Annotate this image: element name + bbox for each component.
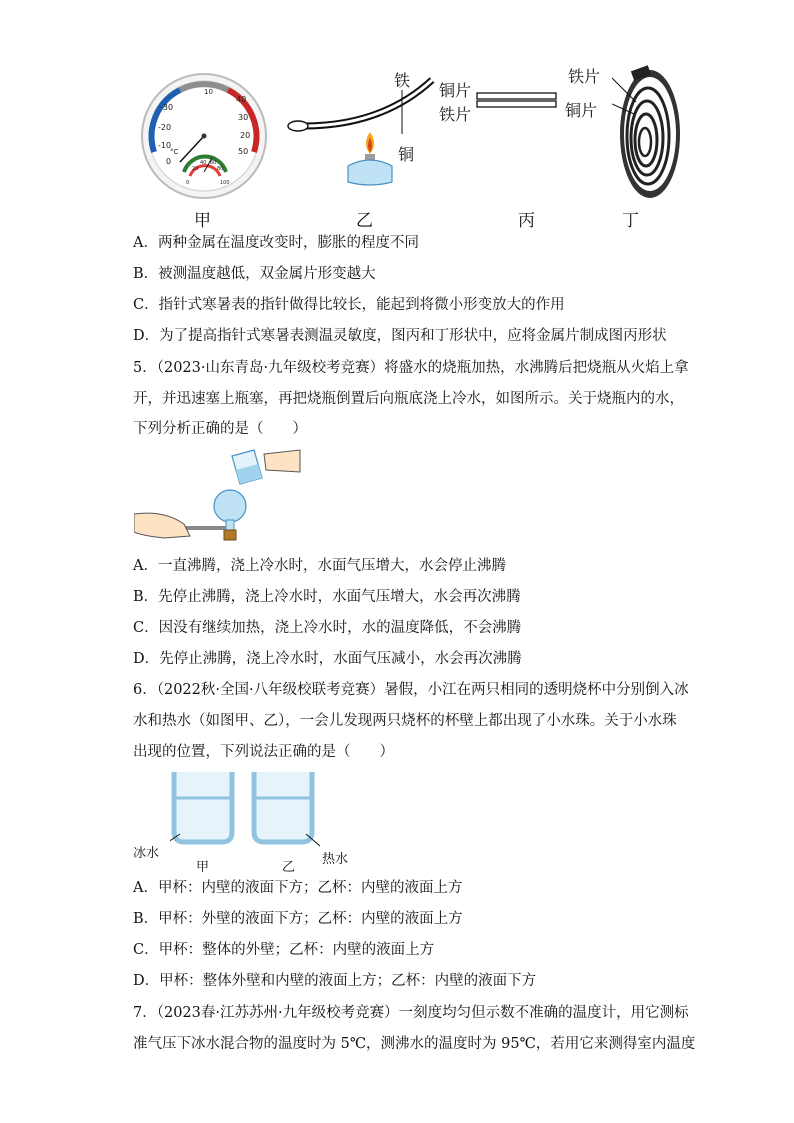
beakers-figure xyxy=(170,768,320,848)
q4-option-c: C．指针式寒暑表的指针做得比较长，能起到将微小形变放大的作用 xyxy=(133,297,565,313)
q5-stem-line-1: 5．（2023·山东青岛·九年级校考竞赛）将盛水的烧瓶加热，水沸腾后把烧瓶从火焰上拿 xyxy=(133,360,689,376)
q6-option-c: C．甲杯：整体的外壁；乙杯：内壁的液面上方 xyxy=(133,942,435,958)
label-iron-bing: 铁片 xyxy=(439,105,472,124)
gauge-unit: °C xyxy=(170,148,179,156)
label-ice-water: 冰水 xyxy=(133,846,160,861)
q5-option-d: D．先停止沸腾，浇上冷水时，水面气压减小，水会再次沸腾 xyxy=(133,651,522,667)
figure-label-yi: 乙 xyxy=(356,211,373,231)
gauge-tick: 60 xyxy=(210,160,217,166)
gauge-tick: 20 xyxy=(240,131,251,140)
inverted-flask-figure xyxy=(134,444,304,544)
q6-stem-line-3: 出现的位置，下列说法正确的是（ ） xyxy=(133,744,394,760)
figure-label-bing: 丙 xyxy=(518,211,535,231)
q4-option-a: A．两种金属在温度改变时，膨胀的程度不同 xyxy=(133,235,419,251)
q5-option-a: A．一直沸腾，浇上冷水时，水面气压增大，水会停止沸腾 xyxy=(133,558,506,574)
q6-option-d: D．甲杯：整体外壁和内壁的液面上方；乙杯：内壁的液面下方 xyxy=(133,973,537,989)
gauge-tick: 20 xyxy=(192,166,199,172)
label-copper-yi: 铜 xyxy=(398,145,415,164)
q6-option-b: B．甲杯：外壁的液面下方；乙杯：内壁的液面上方 xyxy=(133,911,463,927)
label-hot-water: 热水 xyxy=(322,852,349,867)
q6-option-a: A．甲杯：内壁的液面下方；乙杯：内壁的液面上方 xyxy=(133,880,463,896)
figure-label-ding: 丁 xyxy=(622,211,639,231)
straight-bimetal-strip xyxy=(476,90,558,112)
gauge-tick: 10 xyxy=(204,88,213,96)
label-copper-bing: 铜片 xyxy=(439,81,472,100)
q5-stem-line-2: 开，并迅速塞上瓶塞，再把烧瓶倒置后向瓶底浇上冷水，如图所示。关于烧瓶内的水， xyxy=(133,391,684,407)
gauge-tick: -20 xyxy=(158,123,172,132)
label-beaker-jia: 甲 xyxy=(196,860,210,875)
q5-option-c: C．因没有继续加热，浇上冷水时，水的温度降低，不会沸腾 xyxy=(133,620,522,636)
q7-stem-line-1: 7．（2023春·江苏苏州·九年级校考竞赛）一刻度均匀但示数不准确的温度计，用它测标 xyxy=(133,1005,689,1021)
q4-option-b: B．被测温度越低，双金属片形变越大 xyxy=(133,266,376,282)
gauge-tick: 40 xyxy=(200,160,207,166)
gauge-tick: -10 xyxy=(158,141,172,150)
figure-label-jia: 甲 xyxy=(194,211,211,231)
q4-option-d: D．为了提高指针式寒暑表测温灵敏度，图丙和丁形状中，应将金属片制成图丙形状 xyxy=(133,328,667,344)
q5-stem-line-3: 下列分析正确的是（ ） xyxy=(133,421,307,437)
q7-stem-line-2: 准气压下冰水混合物的温度时为 5℃，测沸水的温度时为 95℃，若用它来测得室内温度 xyxy=(133,1036,696,1052)
q5-option-b: B．先停止沸腾，浇上冷水时，水面气压增大，水会再次沸腾 xyxy=(133,589,521,605)
gauge-tick: 100 xyxy=(220,180,230,186)
thermometer-gauge-figure xyxy=(140,72,270,200)
coiled-bimetal-strip xyxy=(612,62,682,202)
gauge-tick: 80 xyxy=(217,166,224,172)
label-iron-yi: 铁 xyxy=(394,71,411,90)
gauge-tick: 0 xyxy=(166,157,172,166)
label-copper-ding: 铜片 xyxy=(565,101,598,120)
gauge-tick: 30 xyxy=(238,113,249,122)
label-iron-ding: 铁片 xyxy=(568,67,601,86)
gauge-tick: 40 xyxy=(236,95,247,104)
q6-stem-line-1: 6．（2022秋·全国·八年级校联考竞赛）暑假，小江在两只相同的透明烧杯中分别倒入冰 xyxy=(133,682,689,698)
gauge-tick: -30 xyxy=(160,103,174,112)
bimetal-strip-flame-figure xyxy=(282,62,442,192)
label-beaker-yi: 乙 xyxy=(282,860,296,875)
gauge-tick: 50 xyxy=(238,147,249,156)
q6-stem-line-2: 水和热水（如图甲、乙），一会儿发现两只烧杯的杯壁上都出现了小水珠。关于小水珠 xyxy=(133,713,677,729)
gauge-tick: 0 xyxy=(186,180,190,186)
